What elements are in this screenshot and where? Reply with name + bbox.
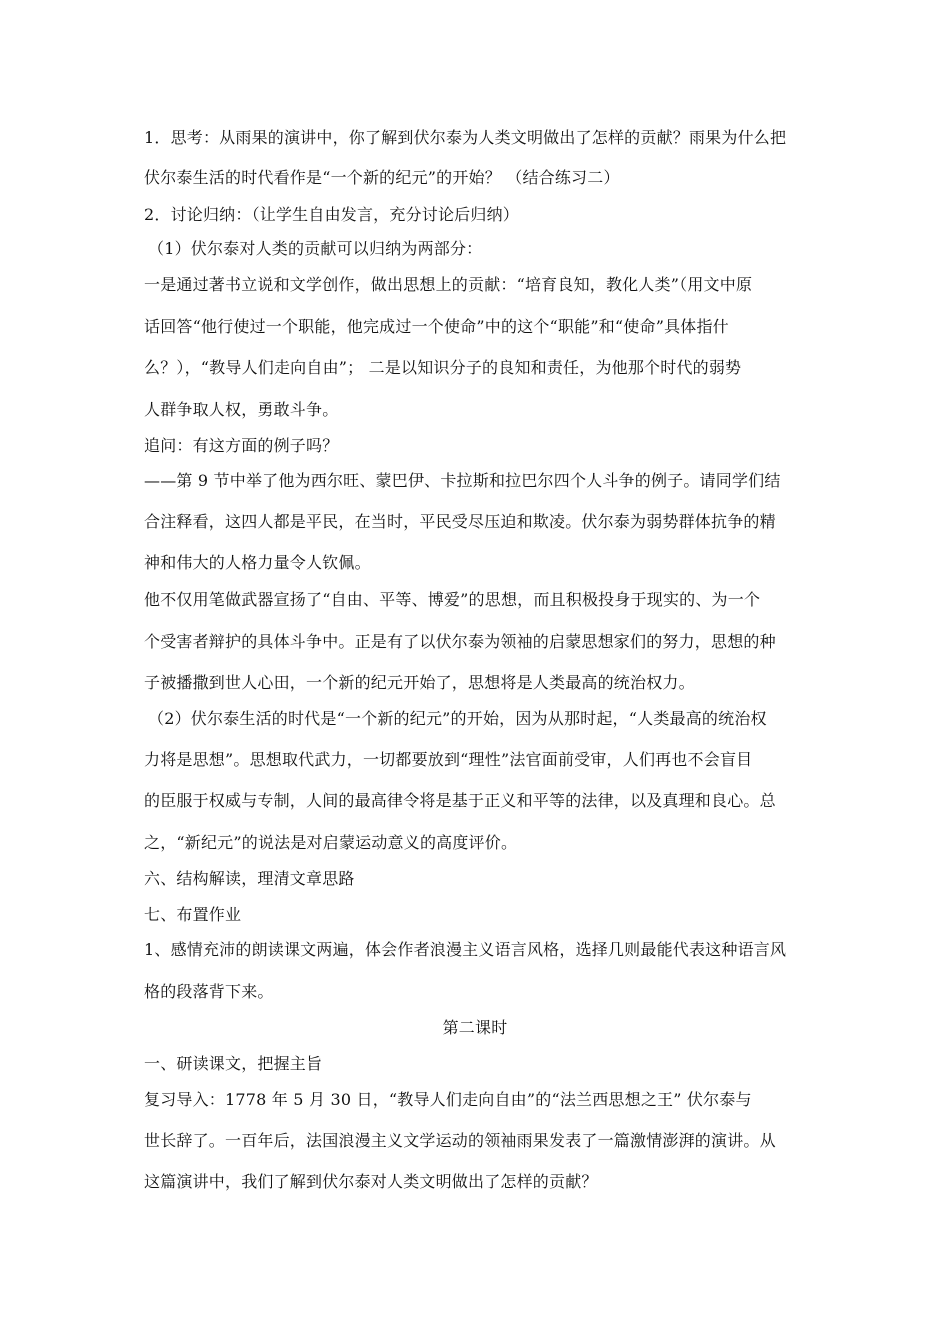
text-line: 世长辞了。一百年后，法国浪漫主义文学运动的领袖雨果发表了一篇激情澎湃的演讲。从: [144, 1131, 776, 1150]
section-heading: 七、布置作业: [144, 905, 242, 924]
section-heading: 六、结构解读，理清文章思路: [144, 869, 355, 888]
text-line: 人群争取人权，勇敢斗争。: [144, 400, 339, 419]
text-line: 1．思考：从雨果的演讲中，你了解到伏尔泰为人类文明做出了怎样的贡献？雨果为什么把: [144, 128, 787, 147]
text-line: 2．讨论归纳：（让学生自由发言，充分讨论后归纳）: [144, 205, 519, 224]
lesson-title: 第二课时: [442, 1018, 508, 1037]
text-line: 他不仅用笔做武器宣扬了“自由、平等、博爱”的思想，而且积极投身于现实的、为一个: [144, 590, 761, 609]
text-line: （2）伏尔泰生活的时代是“一个新的纪元”的开始，因为从那时起，“人类最高的统治权: [148, 709, 767, 728]
text-line: 这篇演讲中，我们了解到伏尔泰对人类文明做出了怎样的贡献？: [144, 1172, 598, 1191]
text-line: 话回答“他行使过一个职能，他完成过一个使命”中的这个“职能”和“使命”具体指什: [144, 317, 729, 336]
text-line: 复习导入：1778 年 5 月 30 日，“教导人们走向自由”的“法兰西思想之王” 伏尔泰与: [144, 1090, 752, 1109]
text-line: 么？），“教导人们走向自由”； 二是以知识分子的良知和责任，为他那个时代的弱势: [144, 358, 742, 377]
text-line: 合注释看，这四人都是平民，在当时，平民受尽压迫和欺凌。伏尔泰为弱势群体抗争的精: [144, 512, 776, 531]
text-line: 伏尔泰生活的时代看作是“一个新的纪元”的开始？ （结合练习二）: [144, 168, 620, 187]
text-line: 一是通过著书立说和文学创作，做出思想上的贡献：“培育良知，教化人类”（用文中原: [144, 275, 753, 294]
text-line: ——第 9 节中举了他为西尔旺、蒙巴伊、卡拉斯和拉巴尔四个人斗争的例子。请同学们结: [144, 471, 781, 490]
text-line: 子被播撒到世人心田，一个新的纪元开始了，思想将是人类最高的统治权力。: [144, 673, 695, 692]
text-line: （1）伏尔泰对人类的贡献可以归纳为两部分：: [148, 239, 483, 258]
text-line: 力将是思想”。思想取代武力，一切都要放到“理性”法官面前受审，人们再也不会盲目: [144, 750, 753, 769]
text-line: 的臣服于权威与专制，人间的最高律令将是基于正义和平等的法律，以及真理和良心。总: [144, 791, 776, 810]
text-line: 之，“新纪元”的说法是对启蒙运动意义的高度评价。: [144, 833, 518, 852]
text-line: 神和伟大的人格力量令人钦佩。: [144, 553, 371, 572]
text-line: 格的段落背下来。: [144, 982, 274, 1001]
text-line: 个受害者辩护的具体斗争中。正是有了以伏尔泰为领袖的启蒙思想家们的努力，思想的种: [144, 632, 776, 651]
text-line: 追问：有这方面的例子吗？: [144, 436, 339, 455]
text-line: 1、感情充沛的朗读课文两遍，体会作者浪漫主义语言风格，选择几则最能代表这种语言风: [144, 940, 787, 959]
section-heading: 一、研读课文，把握主旨: [144, 1054, 323, 1073]
